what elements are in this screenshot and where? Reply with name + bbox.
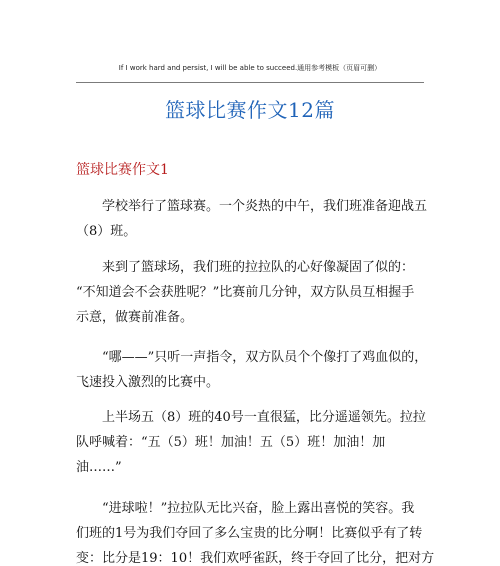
paragraph-5 <box>76 496 435 566</box>
paragraph-3 <box>76 345 428 395</box>
page-header: If I work hard and persist, I will be able to succeed.通用参考模板（页眉可删） <box>118 64 382 72</box>
paragraph-line: “哪——”只听一声指令，双方队员个个像打了鸡血似的， <box>76 350 428 365</box>
section-heading: 篮球比赛作文1 <box>76 162 169 178</box>
paragraph-line: “不知道会不会获胜呢？”比赛前几分钟，双方队员互相握手 <box>76 285 415 300</box>
paragraph-line: 油……” <box>76 460 122 475</box>
paragraph-line: （8）班。 <box>76 224 137 239</box>
paragraph-line: “进球啦！”拉拉队无比兴奋，脸上露出喜悦的笑容。我 <box>76 501 415 516</box>
paragraph-line: 示意，做赛前准备。 <box>76 310 194 325</box>
paragraph-4 <box>76 405 428 480</box>
header-divider <box>76 82 424 83</box>
paragraph-line: 们班的1号为我们夺回了多么宝贵的比分啊！比赛似乎有了转 <box>76 526 423 541</box>
paragraph-1 <box>76 194 428 244</box>
paragraph-2 <box>76 255 428 330</box>
paragraph-line: 队呼喊着：“五（5）班！加油！五（5）班！加油！加 <box>76 435 386 450</box>
paragraph-line: 学校举行了篮球赛。一个炎热的中午，我们班准备迎战五 <box>76 199 428 214</box>
paragraph-line: 变：比分是19：10！我们欢呼雀跃，终于夺回了比分，把对方 <box>76 551 435 566</box>
paragraph-line: 上半场五（8）班的40号一直很猛，比分遥遥领先。拉拉 <box>76 410 426 425</box>
paragraph-line: 来到了篮球场，我们班的拉拉队的心好像凝固了似的： <box>76 260 415 275</box>
document-title: 篮球比赛作文12篇 <box>165 98 335 122</box>
paragraph-line: 飞速投入激烈的比赛中。 <box>76 375 220 390</box>
